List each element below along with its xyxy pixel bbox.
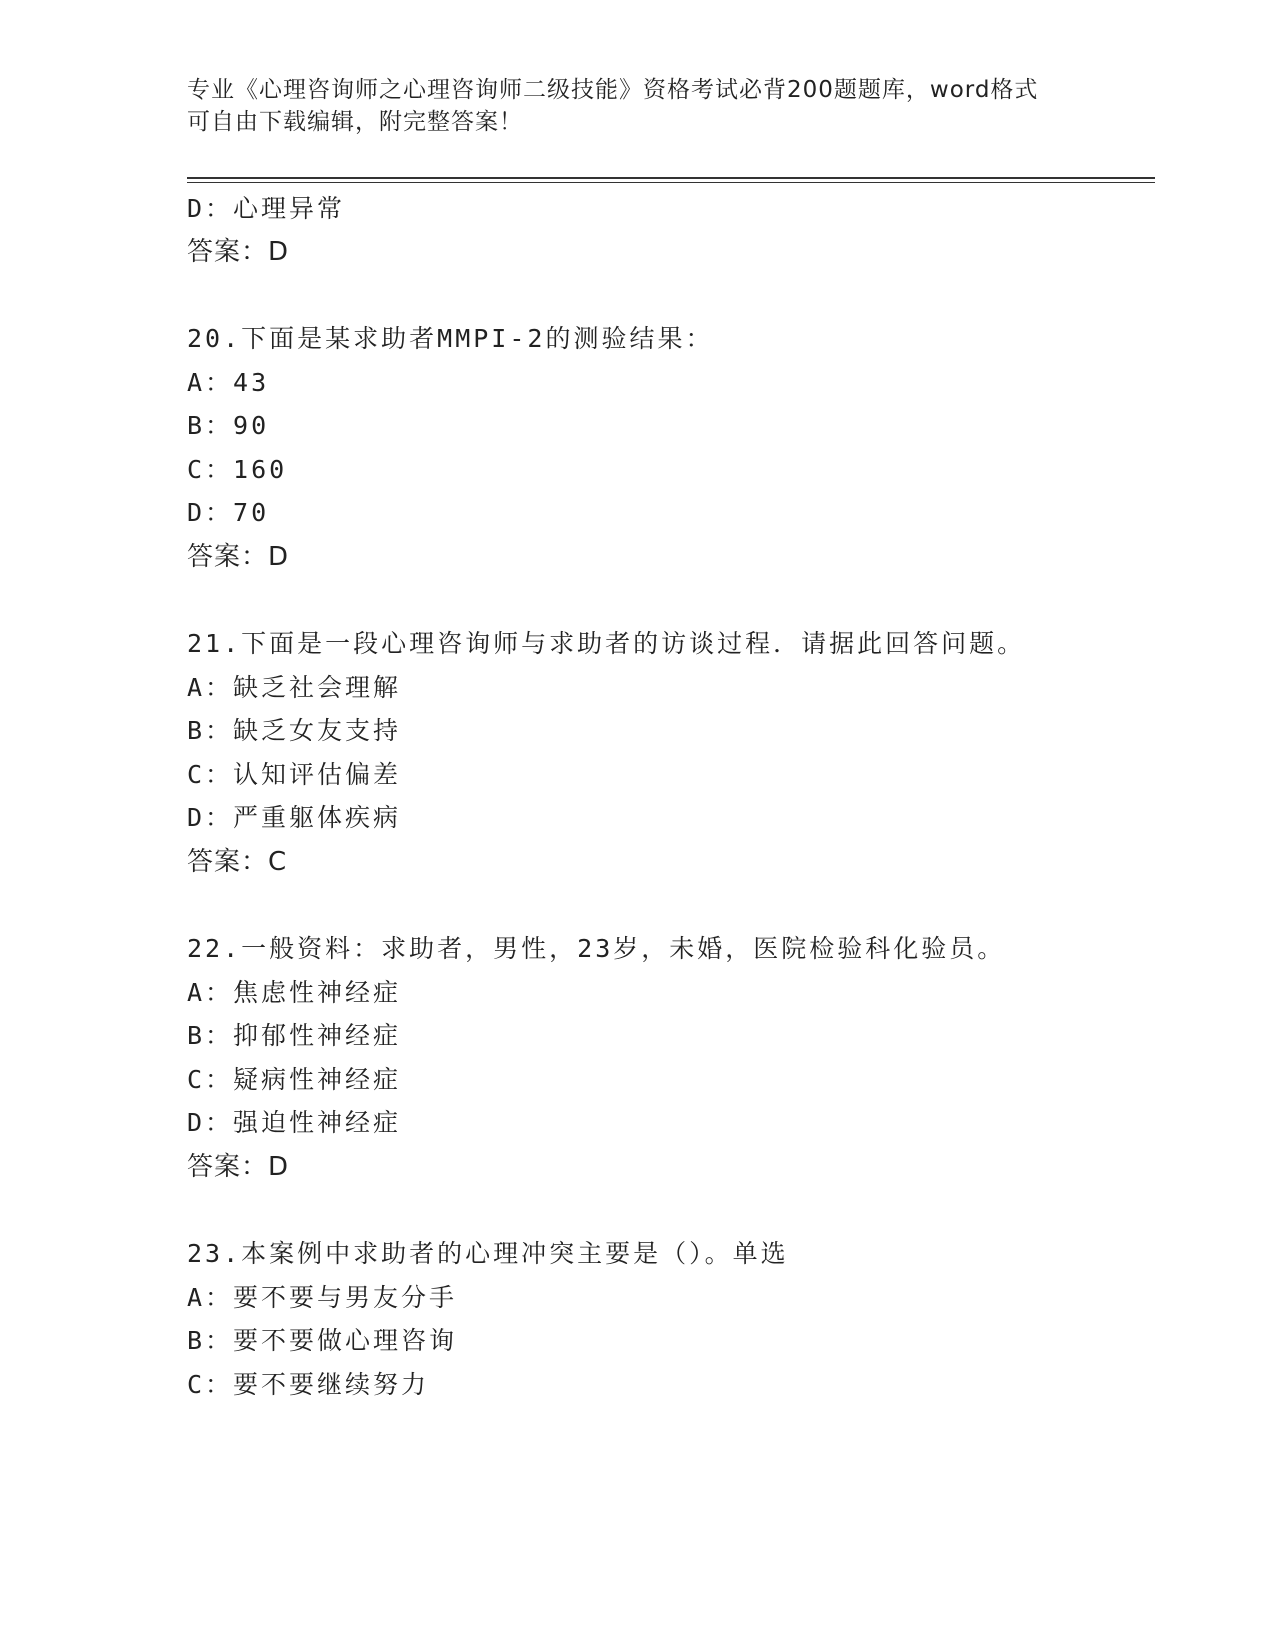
- header-line-2: 可自由下载编辑，附完整答案！: [187, 109, 523, 135]
- q21-option-d: D：严重躯体疾病: [187, 803, 402, 832]
- q21-answer: 答案：C: [187, 847, 288, 877]
- q22-option-c: C：疑病性神经症: [187, 1065, 402, 1094]
- q20-option-d: D：70: [187, 498, 270, 527]
- q22-option-a: A：焦虑性神经症: [187, 978, 402, 1007]
- q19-option-d: D：心理异常: [187, 194, 346, 223]
- q20-answer: 答案：D: [187, 542, 290, 572]
- q23-option-a: A：要不要与男友分手: [187, 1283, 458, 1312]
- q23-option-c: C：要不要继续努力: [187, 1370, 430, 1399]
- q22-option-b: B：抑郁性神经症: [187, 1021, 402, 1050]
- q22-option-d: D：强迫性神经症: [187, 1108, 402, 1137]
- q23-stem: 23.本案例中求助者的心理冲突主要是（）。单选: [187, 1239, 789, 1268]
- header-divider-thin: [187, 182, 1155, 183]
- q20-stem: 20.下面是某求助者MMPI-2的测验结果：: [187, 324, 714, 353]
- document-header: [187, 74, 1067, 138]
- q21-option-a: A：缺乏社会理解: [187, 673, 402, 702]
- q20-option-a: A：43: [187, 368, 270, 397]
- q19-answer: 答案：D: [187, 237, 290, 267]
- q20-option-c: C：160: [187, 455, 288, 484]
- q21-option-c: C：认知评估偏差: [187, 760, 402, 789]
- q22-stem: 22.一般资料：求助者，男性，23岁，未婚，医院检验科化验员。: [187, 934, 1006, 963]
- header-line-1: 专业《心理咨询师之心理咨询师二级技能》资格考试必背200题题库，word格式: [187, 77, 1039, 103]
- header-divider: [187, 177, 1155, 179]
- q23-option-b: B：要不要做心理咨询: [187, 1326, 458, 1355]
- q21-stem: 21.下面是一段心理咨询师与求助者的访谈过程．请据此回答问题。: [187, 629, 1026, 658]
- q20-option-b: B：90: [187, 411, 270, 440]
- q22-answer: 答案：D: [187, 1152, 290, 1182]
- q21-option-b: B：缺乏女友支持: [187, 716, 402, 745]
